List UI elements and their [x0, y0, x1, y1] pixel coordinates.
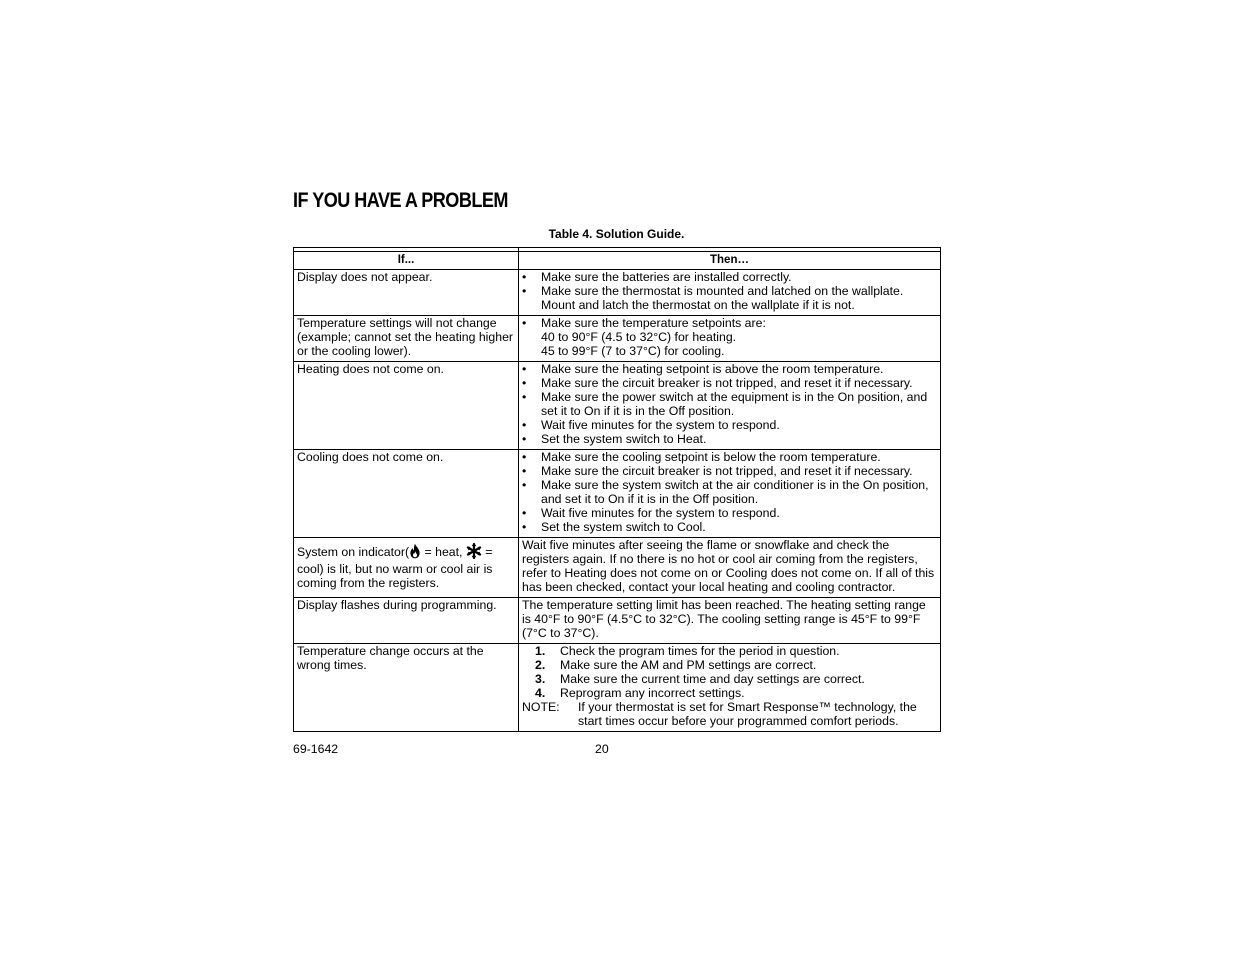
- table-row: [294, 450, 941, 538]
- solution-cell: [519, 450, 941, 538]
- problem-cell: Heating does not come on.: [294, 362, 519, 450]
- bullet-item: • Make sure the batteries are installed correctly.: [522, 270, 937, 284]
- header-if: If...: [294, 252, 519, 270]
- table-row: [294, 270, 941, 316]
- solution-guide-table: [293, 247, 941, 732]
- table-row: [294, 362, 941, 450]
- solution-cell: [519, 316, 941, 362]
- problem-cell: System on indicator( = heat, = cool) is lit, but no warm or cool air is coming from the registers.: [294, 538, 519, 598]
- problem-cell: Display does not appear.: [294, 270, 519, 316]
- bullet-item: • Set the system switch to Heat.: [522, 432, 937, 446]
- step-item: 2. Make sure the AM and PM settings are correct.: [535, 658, 817, 672]
- solution-cell: [519, 270, 941, 316]
- solution-cell: [519, 362, 941, 450]
- table-caption: Table 4. Solution Guide.: [548, 227, 685, 241]
- snowflake-icon: [466, 543, 482, 562]
- bullet-item: • Make sure the cooling setpoint is below the room temperature.: [522, 450, 937, 464]
- flame-icon: [409, 543, 421, 562]
- table-row: [294, 538, 941, 598]
- page-title: IF YOU HAVE A PROBLEM: [293, 189, 508, 212]
- bullet-item: • Make sure the circuit breaker is not tripped, and reset it if necessary.: [522, 464, 937, 478]
- bullet-item: • Wait five minutes for the system to respond.: [522, 418, 937, 432]
- problem-cell: Cooling does not come on.: [294, 450, 519, 538]
- step-item: 3. Make sure the current time and day settings are correct.: [535, 672, 865, 686]
- note-text: If your thermostat is set for Smart Response™ technology, the start times occur before your programmed comfort periods.: [578, 700, 917, 728]
- bullet-item: • Make sure the thermostat is mounted and latched on the wallplate. Mount and latch the thermostat on the wallplate if it is not.: [522, 284, 937, 312]
- bullet-item: • Make sure the temperature setpoints are: 40 to 90°F (4.5 to 32°C) for heating. 45 to 99°F (7 to 37°C) for cooling.: [522, 316, 937, 358]
- bullet-item: • Set the system switch to Cool.: [522, 520, 937, 534]
- step-item: 1. Check the program times for the period in question.: [535, 644, 840, 658]
- solution-cell: Wait five minutes after seeing the flame or snowflake and check the registers again. If no there is no hot or cool air coming from the registers, refer to Heating does not come on or Cooling does not come on. If all of this has been checked, contact your local heating and cooling contractor.: [519, 538, 941, 598]
- problem-cell: Temperature settings will not change (example; cannot set the heating higher or the cooling lower).: [294, 316, 519, 362]
- problem-cell: Temperature change occurs at the wrong times.: [294, 644, 519, 732]
- table-row: [294, 316, 941, 362]
- step-item: 4. Reprogram any incorrect settings.: [535, 686, 745, 700]
- bullet-item: • Make sure the power switch at the equipment is in the On position, and set it to On if it is in the Off position.: [522, 390, 937, 418]
- solution-cell: [519, 644, 941, 732]
- table-row: [294, 598, 941, 644]
- note: [522, 700, 937, 728]
- page-number: 20: [595, 742, 609, 756]
- bullet-item: • Make sure the system switch at the air conditioner is in the On position, and set it to On if it is in the Off position.: [522, 478, 937, 506]
- problem-cell: Display flashes during programming.: [294, 598, 519, 644]
- solution-cell: The temperature setting limit has been reached. The heating setting range is 40°F to 90°F (4.5°C to 32°C). The cooling setting range is 45°F to 99°F (7°C to 37°C).: [519, 598, 941, 644]
- bullet-item: • Make sure the heating setpoint is above the room temperature.: [522, 362, 937, 376]
- bullet-item: • Wait five minutes for the system to respond.: [522, 506, 937, 520]
- note-label: NOTE:: [522, 700, 560, 714]
- document-number: 69-1642: [293, 742, 339, 756]
- header-then: Then…: [519, 252, 941, 270]
- bullet-item: • Make sure the circuit breaker is not tripped, and reset it if necessary.: [522, 376, 937, 390]
- table-row: [294, 644, 941, 732]
- table-header-row: [294, 252, 941, 270]
